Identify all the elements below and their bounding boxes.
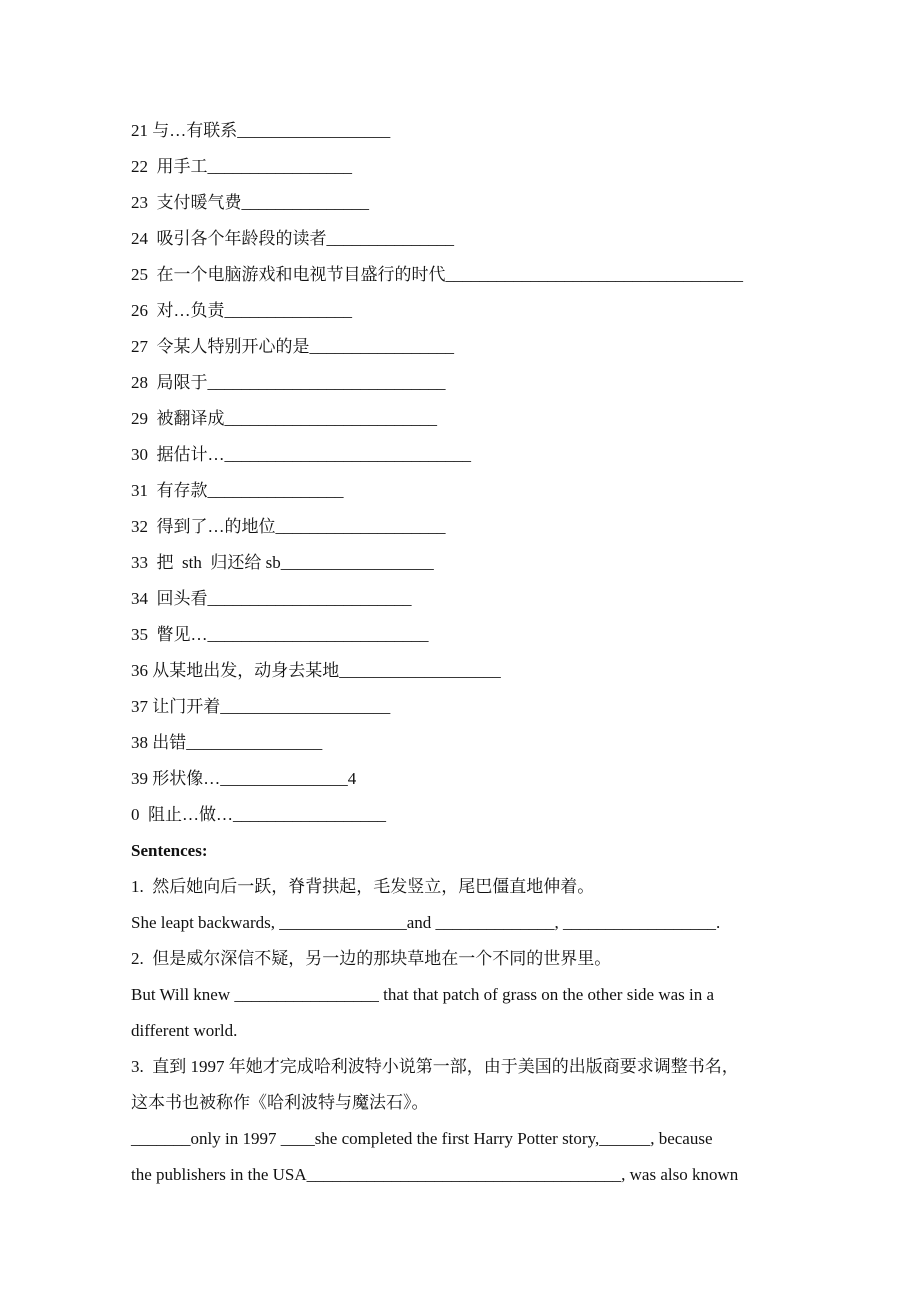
sentence-2-english-line-2: different world. [131, 1021, 238, 1040]
sentence-2-chinese: 2. 但是威尔深信不疑，另一边的那块草地在一个不同的世界里。 [131, 949, 612, 968]
vocab-item-29: 29 被翻译成_________________________ [131, 409, 437, 428]
sentence-3-english-line-2: the publishers in the USA_____________________________________, was also known [131, 1165, 739, 1184]
vocab-item-27: 27 令某人特别开心的是_________________ [131, 337, 454, 356]
vocab-item-23: 23 支付暖气费_______________ [131, 193, 369, 212]
vocab-item-39: 39 形状像…_______________4 [131, 769, 357, 788]
vocab-item-21: 21 与…有联系__________________ [131, 121, 391, 140]
vocab-item-33: 33 把 sth 归还给 sb__________________ [131, 553, 434, 572]
vocab-item-22: 22 用手工_________________ [131, 157, 352, 176]
vocab-item-38: 38 出错________________ [131, 733, 323, 752]
vocab-item-25: 25 在一个电脑游戏和电视节目盛行的时代___________________________________ [131, 265, 743, 284]
vocab-item-30: 30 据估计…_____________________________ [131, 445, 471, 464]
sentence-3-chinese-line-2: 这本书也被称作《哈利波特与魔法石》。 [131, 1093, 429, 1112]
vocab-item-26: 26 对…负责_______________ [131, 301, 352, 320]
sentence-2-english-line-1: But Will knew _________________ that that patch of grass on the other side was in a [131, 985, 715, 1004]
vocab-item-24: 24 吸引各个年龄段的读者_______________ [131, 229, 454, 248]
sentences-heading: Sentences: [131, 841, 208, 860]
sentence-3-chinese-line-1: 3. 直到 1997 年她才完成哈利波特小说第一部，由于美国的出版商要求调整书名， [131, 1057, 739, 1076]
vocab-item-35: 35 瞥见…__________________________ [131, 625, 429, 644]
vocab-item-34: 34 回头看________________________ [131, 589, 412, 608]
sentence-1-english: She leapt backwards, _______________and ______________, __________________. [131, 913, 721, 932]
vocab-item-28: 28 局限于____________________________ [131, 373, 446, 392]
vocab-item-32: 32 得到了…的地位____________________ [131, 517, 446, 536]
vocab-item-37: 37 让门开着____________________ [131, 697, 391, 716]
sentence-1-chinese: 1. 然后她向后一跃，脊背拱起，毛发竖立，尾巴僵直地伸着。 [131, 877, 595, 896]
vocab-item-36: 36 从某地出发，动身去某地___________________ [131, 661, 501, 680]
vocab-item-31: 31 有存款________________ [131, 481, 344, 500]
sentence-3-english-line-1: _______only in 1997 ____she completed the first Harry Potter story,______, because [131, 1129, 713, 1148]
vocab-item-40: 0 阻止…做…__________________ [131, 805, 386, 824]
